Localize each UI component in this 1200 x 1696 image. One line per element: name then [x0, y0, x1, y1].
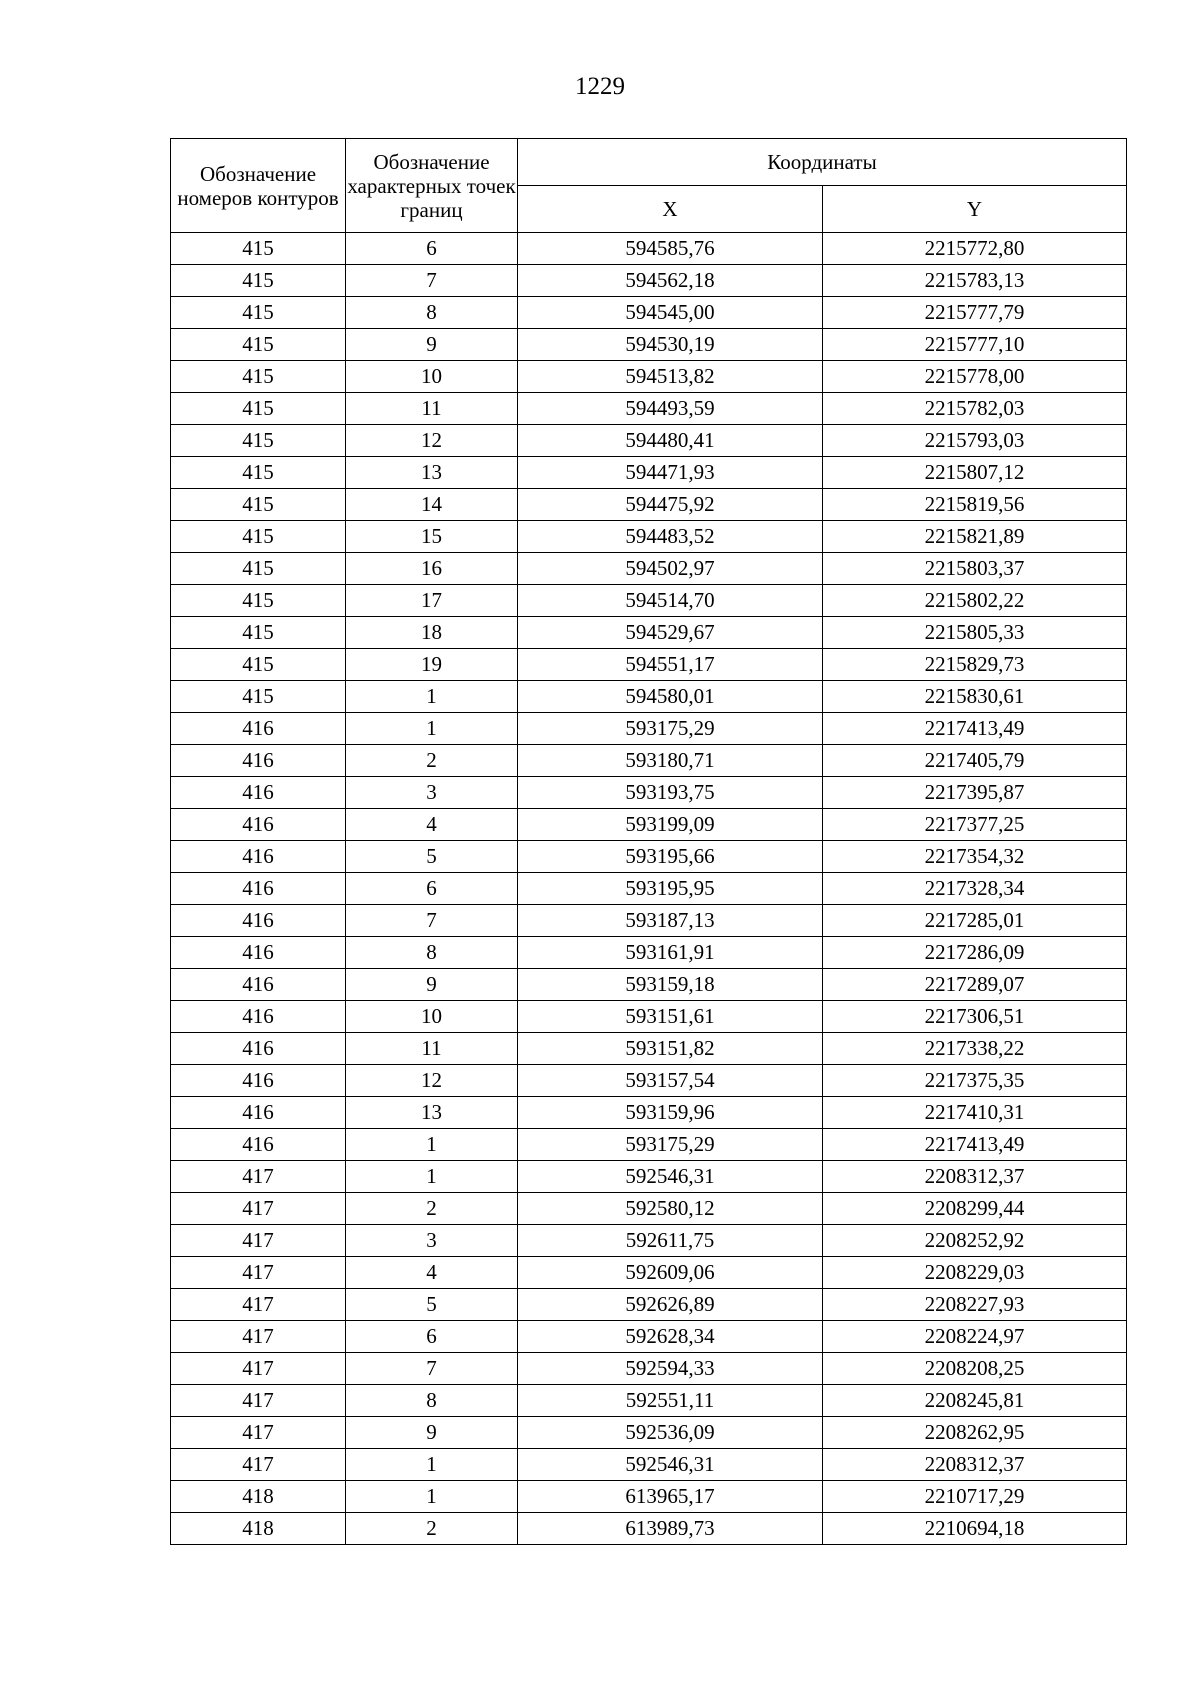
- point-number-cell: 4: [346, 1257, 518, 1289]
- table-row: [171, 969, 1127, 1001]
- point-number-cell: 1: [346, 1481, 518, 1513]
- contour-number-cell: 415: [171, 585, 346, 617]
- x-coordinate-cell: 593180,71: [518, 745, 823, 777]
- y-coordinate-cell: 2208227,93: [823, 1289, 1127, 1321]
- y-coordinate-cell: 2215777,10: [823, 329, 1127, 361]
- contour-number-cell: 416: [171, 809, 346, 841]
- y-coordinate-cell: 2208224,97: [823, 1321, 1127, 1353]
- point-number-cell: 7: [346, 265, 518, 297]
- point-number-cell: 9: [346, 329, 518, 361]
- point-number-cell: 13: [346, 457, 518, 489]
- y-coordinate-cell: 2208245,81: [823, 1385, 1127, 1417]
- table-row: [171, 297, 1127, 329]
- contour-number-cell: 417: [171, 1257, 346, 1289]
- x-coordinate-cell: 594530,19: [518, 329, 823, 361]
- table-row: [171, 873, 1127, 905]
- contour-number-cell: 417: [171, 1417, 346, 1449]
- table-row: [171, 521, 1127, 553]
- point-number-cell: 1: [346, 1129, 518, 1161]
- table-row: [171, 1161, 1127, 1193]
- contour-number-cell: 415: [171, 425, 346, 457]
- point-number-cell: 2: [346, 1513, 518, 1545]
- y-coordinate-cell: 2215782,03: [823, 393, 1127, 425]
- point-number-cell: 6: [346, 1321, 518, 1353]
- table-row: [171, 809, 1127, 841]
- point-number-cell: 3: [346, 777, 518, 809]
- contour-number-cell: 416: [171, 745, 346, 777]
- y-coordinate-cell: 2215829,73: [823, 649, 1127, 681]
- x-coordinate-cell: 594580,01: [518, 681, 823, 713]
- point-number-cell: 2: [346, 1193, 518, 1225]
- table-row: [171, 329, 1127, 361]
- contour-number-cell: 417: [171, 1225, 346, 1257]
- contour-number-cell: 415: [171, 265, 346, 297]
- table-row: [171, 1257, 1127, 1289]
- table-row: [171, 1097, 1127, 1129]
- point-number-cell: 1: [346, 713, 518, 745]
- point-number-cell: 17: [346, 585, 518, 617]
- table-row: [171, 1385, 1127, 1417]
- x-coordinate-cell: 592611,75: [518, 1225, 823, 1257]
- y-coordinate-cell: 2215805,33: [823, 617, 1127, 649]
- table-row: [171, 713, 1127, 745]
- contour-number-cell: 417: [171, 1161, 346, 1193]
- y-coordinate-cell: 2215793,03: [823, 425, 1127, 457]
- contour-number-cell: 417: [171, 1321, 346, 1353]
- header-x: X: [518, 186, 823, 233]
- point-number-cell: 10: [346, 1001, 518, 1033]
- point-number-cell: 8: [346, 1385, 518, 1417]
- point-number-cell: 11: [346, 393, 518, 425]
- table-row: [171, 1033, 1127, 1065]
- table-row: [171, 1001, 1127, 1033]
- contour-number-cell: 418: [171, 1513, 346, 1545]
- x-coordinate-cell: 593175,29: [518, 713, 823, 745]
- table-row: [171, 1449, 1127, 1481]
- x-coordinate-cell: 594551,17: [518, 649, 823, 681]
- point-number-cell: 1: [346, 1449, 518, 1481]
- table-row: [171, 1193, 1127, 1225]
- contour-number-cell: 416: [171, 1065, 346, 1097]
- y-coordinate-cell: 2217338,22: [823, 1033, 1127, 1065]
- point-number-cell: 18: [346, 617, 518, 649]
- y-coordinate-cell: 2208299,44: [823, 1193, 1127, 1225]
- contour-number-cell: 416: [171, 1033, 346, 1065]
- contour-number-cell: 417: [171, 1385, 346, 1417]
- point-number-cell: 14: [346, 489, 518, 521]
- contour-number-cell: 415: [171, 329, 346, 361]
- y-coordinate-cell: 2217375,35: [823, 1065, 1127, 1097]
- point-number-cell: 7: [346, 905, 518, 937]
- point-number-cell: 19: [346, 649, 518, 681]
- contour-number-cell: 417: [171, 1289, 346, 1321]
- table-body: [171, 233, 1127, 1545]
- x-coordinate-cell: 594480,41: [518, 425, 823, 457]
- contour-number-cell: 416: [171, 937, 346, 969]
- table-row: [171, 585, 1127, 617]
- y-coordinate-cell: 2215778,00: [823, 361, 1127, 393]
- table-row: [171, 1065, 1127, 1097]
- y-coordinate-cell: 2215772,80: [823, 233, 1127, 265]
- point-number-cell: 11: [346, 1033, 518, 1065]
- x-coordinate-cell: 594585,76: [518, 233, 823, 265]
- table-row: [171, 1353, 1127, 1385]
- header-boundary-points: Обозначение характерных точек границ: [346, 139, 518, 233]
- contour-number-cell: 415: [171, 297, 346, 329]
- x-coordinate-cell: 593175,29: [518, 1129, 823, 1161]
- table-row: [171, 777, 1127, 809]
- contour-number-cell: 415: [171, 393, 346, 425]
- y-coordinate-cell: 2217328,34: [823, 873, 1127, 905]
- contour-number-cell: 416: [171, 905, 346, 937]
- y-coordinate-cell: 2215783,13: [823, 265, 1127, 297]
- y-coordinate-cell: 2210717,29: [823, 1481, 1127, 1513]
- y-coordinate-cell: 2210694,18: [823, 1513, 1127, 1545]
- x-coordinate-cell: 594562,18: [518, 265, 823, 297]
- y-coordinate-cell: 2215830,61: [823, 681, 1127, 713]
- x-coordinate-cell: 592580,12: [518, 1193, 823, 1225]
- table-row: [171, 489, 1127, 521]
- contour-number-cell: 415: [171, 681, 346, 713]
- table-row: [171, 1321, 1127, 1353]
- contour-number-cell: 415: [171, 521, 346, 553]
- y-coordinate-cell: 2208312,37: [823, 1161, 1127, 1193]
- y-coordinate-cell: 2217395,87: [823, 777, 1127, 809]
- x-coordinate-cell: 594471,93: [518, 457, 823, 489]
- point-number-cell: 15: [346, 521, 518, 553]
- y-coordinate-cell: 2215803,37: [823, 553, 1127, 585]
- contour-number-cell: 416: [171, 1001, 346, 1033]
- table-row: [171, 745, 1127, 777]
- table-row: [171, 1225, 1127, 1257]
- contour-number-cell: 415: [171, 649, 346, 681]
- x-coordinate-cell: 613989,73: [518, 1513, 823, 1545]
- x-coordinate-cell: 593157,54: [518, 1065, 823, 1097]
- x-coordinate-cell: 594475,92: [518, 489, 823, 521]
- y-coordinate-cell: 2217289,07: [823, 969, 1127, 1001]
- contour-number-cell: 415: [171, 457, 346, 489]
- y-coordinate-cell: 2208208,25: [823, 1353, 1127, 1385]
- contour-number-cell: 415: [171, 233, 346, 265]
- x-coordinate-cell: 613965,17: [518, 1481, 823, 1513]
- table-row: [171, 1513, 1127, 1545]
- x-coordinate-cell: 593161,91: [518, 937, 823, 969]
- table-row: [171, 361, 1127, 393]
- point-number-cell: 16: [346, 553, 518, 585]
- point-number-cell: 10: [346, 361, 518, 393]
- y-coordinate-cell: 2217354,32: [823, 841, 1127, 873]
- contour-number-cell: 415: [171, 489, 346, 521]
- table-row: [171, 1129, 1127, 1161]
- y-coordinate-cell: 2208229,03: [823, 1257, 1127, 1289]
- contour-number-cell: 416: [171, 713, 346, 745]
- point-number-cell: 5: [346, 1289, 518, 1321]
- point-number-cell: 12: [346, 425, 518, 457]
- table-row: [171, 265, 1127, 297]
- table-row: [171, 841, 1127, 873]
- x-coordinate-cell: 592536,09: [518, 1417, 823, 1449]
- table-row: [171, 393, 1127, 425]
- x-coordinate-cell: 594529,67: [518, 617, 823, 649]
- header-contour-numbers: Обозначение номеров контуров: [171, 139, 346, 233]
- table-row: [171, 617, 1127, 649]
- table-row: [171, 1289, 1127, 1321]
- x-coordinate-cell: 592551,11: [518, 1385, 823, 1417]
- x-coordinate-cell: 594502,97: [518, 553, 823, 585]
- x-coordinate-cell: 593151,61: [518, 1001, 823, 1033]
- x-coordinate-cell: 592546,31: [518, 1449, 823, 1481]
- point-number-cell: 6: [346, 233, 518, 265]
- contour-number-cell: 415: [171, 617, 346, 649]
- y-coordinate-cell: 2208312,37: [823, 1449, 1127, 1481]
- y-coordinate-cell: 2217405,79: [823, 745, 1127, 777]
- table-header: [171, 139, 1127, 233]
- header-y: Y: [823, 186, 1127, 233]
- y-coordinate-cell: 2217413,49: [823, 713, 1127, 745]
- y-coordinate-cell: 2208252,92: [823, 1225, 1127, 1257]
- contour-number-cell: 416: [171, 1097, 346, 1129]
- contour-number-cell: 416: [171, 969, 346, 1001]
- y-coordinate-cell: 2215821,89: [823, 521, 1127, 553]
- point-number-cell: 2: [346, 745, 518, 777]
- point-number-cell: 6: [346, 873, 518, 905]
- table-row: [171, 553, 1127, 585]
- point-number-cell: 4: [346, 809, 518, 841]
- point-number-cell: 1: [346, 1161, 518, 1193]
- point-number-cell: 8: [346, 937, 518, 969]
- x-coordinate-cell: 594513,82: [518, 361, 823, 393]
- x-coordinate-cell: 593159,96: [518, 1097, 823, 1129]
- x-coordinate-cell: 593187,13: [518, 905, 823, 937]
- point-number-cell: 9: [346, 969, 518, 1001]
- x-coordinate-cell: 592594,33: [518, 1353, 823, 1385]
- point-number-cell: 5: [346, 841, 518, 873]
- x-coordinate-cell: 592546,31: [518, 1161, 823, 1193]
- table-row: [171, 425, 1127, 457]
- y-coordinate-cell: 2215819,56: [823, 489, 1127, 521]
- table-row: [171, 233, 1127, 265]
- contour-number-cell: 417: [171, 1353, 346, 1385]
- x-coordinate-cell: 592628,34: [518, 1321, 823, 1353]
- x-coordinate-cell: 594493,59: [518, 393, 823, 425]
- y-coordinate-cell: 2217413,49: [823, 1129, 1127, 1161]
- contour-number-cell: 417: [171, 1449, 346, 1481]
- table-row: [171, 937, 1127, 969]
- point-number-cell: 1: [346, 681, 518, 713]
- x-coordinate-cell: 594514,70: [518, 585, 823, 617]
- x-coordinate-cell: 594483,52: [518, 521, 823, 553]
- point-number-cell: 9: [346, 1417, 518, 1449]
- contour-number-cell: 417: [171, 1193, 346, 1225]
- x-coordinate-cell: 592609,06: [518, 1257, 823, 1289]
- point-number-cell: 13: [346, 1097, 518, 1129]
- table-row: [171, 1481, 1127, 1513]
- y-coordinate-cell: 2217410,31: [823, 1097, 1127, 1129]
- y-coordinate-cell: 2217377,25: [823, 809, 1127, 841]
- y-coordinate-cell: 2217285,01: [823, 905, 1127, 937]
- x-coordinate-cell: 593193,75: [518, 777, 823, 809]
- contour-number-cell: 415: [171, 361, 346, 393]
- table-row: [171, 681, 1127, 713]
- y-coordinate-cell: 2215807,12: [823, 457, 1127, 489]
- table-row: [171, 1417, 1127, 1449]
- contour-number-cell: 416: [171, 777, 346, 809]
- point-number-cell: 12: [346, 1065, 518, 1097]
- table-row: [171, 905, 1127, 937]
- x-coordinate-cell: 593195,66: [518, 841, 823, 873]
- contour-number-cell: 415: [171, 553, 346, 585]
- y-coordinate-cell: 2215777,79: [823, 297, 1127, 329]
- contour-number-cell: 418: [171, 1481, 346, 1513]
- x-coordinate-cell: 594545,00: [518, 297, 823, 329]
- y-coordinate-cell: 2217306,51: [823, 1001, 1127, 1033]
- page-number: 1229: [575, 73, 625, 100]
- table-row: [171, 457, 1127, 489]
- x-coordinate-cell: 593195,95: [518, 873, 823, 905]
- point-number-cell: 3: [346, 1225, 518, 1257]
- y-coordinate-cell: 2217286,09: [823, 937, 1127, 969]
- table-row: [171, 649, 1127, 681]
- coordinates-table: [170, 138, 1127, 1545]
- x-coordinate-cell: 593151,82: [518, 1033, 823, 1065]
- point-number-cell: 7: [346, 1353, 518, 1385]
- contour-number-cell: 416: [171, 873, 346, 905]
- contour-number-cell: 416: [171, 1129, 346, 1161]
- y-coordinate-cell: 2208262,95: [823, 1417, 1127, 1449]
- x-coordinate-cell: 593159,18: [518, 969, 823, 1001]
- point-number-cell: 8: [346, 297, 518, 329]
- header-coordinates: Координаты: [518, 139, 1127, 186]
- x-coordinate-cell: 593199,09: [518, 809, 823, 841]
- y-coordinate-cell: 2215802,22: [823, 585, 1127, 617]
- contour-number-cell: 416: [171, 841, 346, 873]
- x-coordinate-cell: 592626,89: [518, 1289, 823, 1321]
